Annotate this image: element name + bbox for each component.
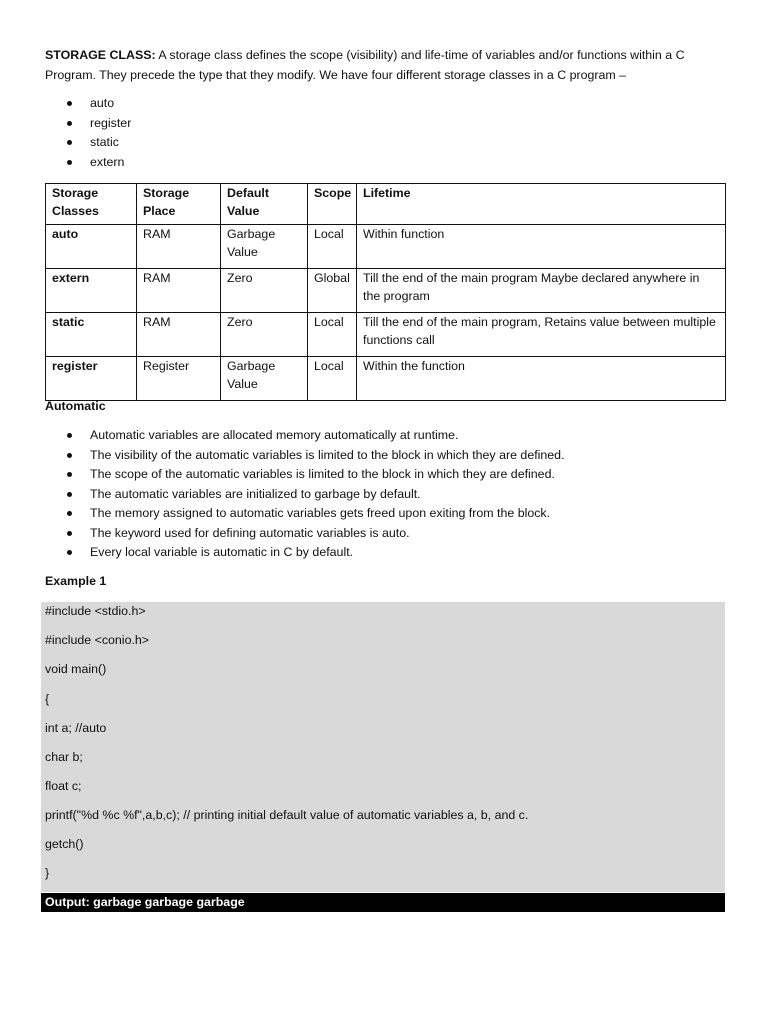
cell-scope: Local (308, 225, 357, 269)
list-item: The automatic variables are initialized to garbage by default. (66, 485, 565, 505)
list-item: register (66, 114, 131, 134)
cell-default: Garbage Value (221, 225, 308, 269)
cell-lifetime: Till the end of the main program, Retains value between multiple functions call (357, 313, 726, 357)
intro-text: A storage class defines the scope (visibility) and life-time of variables and/or functions within a C Program. They precede the type that they modify. We have four different storage classes in a C program – (45, 48, 685, 82)
automatic-heading: Automatic (45, 399, 106, 413)
cell-lifetime: Till the end of the main program Maybe declared anywhere in the program (357, 269, 726, 313)
list-item: The visibility of the automatic variables is limited to the block in which they are defined. (66, 446, 565, 466)
header-scope: Scope (308, 184, 357, 225)
storage-class-table (45, 183, 726, 401)
code-line: { (45, 692, 50, 706)
code-line: } (45, 866, 50, 880)
cell-default: Zero (221, 313, 308, 357)
table-row (46, 225, 726, 269)
cell-lifetime: Within function (357, 225, 726, 269)
automatic-points-list (66, 426, 565, 563)
cell-default: Zero (221, 269, 308, 313)
list-item: The memory assigned to automatic variables gets freed upon exiting from the block. (66, 504, 565, 524)
cell-place: RAM (137, 225, 221, 269)
list-item: auto (66, 94, 131, 114)
cell-class: auto (46, 225, 137, 269)
code-line: #include <stdio.h> (45, 604, 146, 618)
code-line: #include <conio.h> (45, 633, 150, 647)
header-lifetime: Lifetime (357, 184, 726, 225)
cell-lifetime: Within the function (357, 357, 726, 401)
code-line: void main() (45, 662, 107, 676)
cell-class: static (46, 313, 137, 357)
table-row (46, 313, 726, 357)
storage-class-list (66, 94, 131, 172)
list-item: Automatic variables are allocated memory automatically at runtime. (66, 426, 565, 446)
cell-scope: Local (308, 357, 357, 401)
cell-place: RAM (137, 313, 221, 357)
code-line: int a; //auto (45, 721, 107, 735)
table-header-row (46, 184, 726, 225)
code-line: getch() (45, 837, 84, 851)
code-line: printf("%d %c %f",a,b,c); // printing initial default value of automatic variables a, b, and c. (45, 808, 529, 822)
header-storage-place: Storage Place (137, 184, 221, 225)
list-item: The scope of the automatic variables is limited to the block in which they are defined. (66, 465, 565, 485)
header-storage-classes: Storage Classes (46, 184, 137, 225)
intro-paragraph (45, 46, 735, 85)
output-bar (41, 893, 725, 912)
output-text: Output: garbage garbage garbage (45, 895, 245, 909)
code-line: float c; (45, 779, 82, 793)
list-item: The keyword used for defining automatic variables is auto. (66, 524, 565, 544)
cell-place: Register (137, 357, 221, 401)
header-default-value: Default Value (221, 184, 308, 225)
table-row (46, 357, 726, 401)
list-item: extern (66, 153, 131, 173)
cell-scope: Global (308, 269, 357, 313)
code-line: char b; (45, 750, 83, 764)
table-row (46, 269, 726, 313)
cell-class: extern (46, 269, 137, 313)
code-block (41, 602, 725, 892)
list-item: Every local variable is automatic in C by default. (66, 543, 565, 563)
cell-place: RAM (137, 269, 221, 313)
example-heading: Example 1 (45, 574, 107, 588)
cell-default: Garbage Value (221, 357, 308, 401)
cell-class: register (46, 357, 137, 401)
cell-scope: Local (308, 313, 357, 357)
intro-label: STORAGE CLASS: (45, 48, 156, 62)
list-item: static (66, 133, 131, 153)
